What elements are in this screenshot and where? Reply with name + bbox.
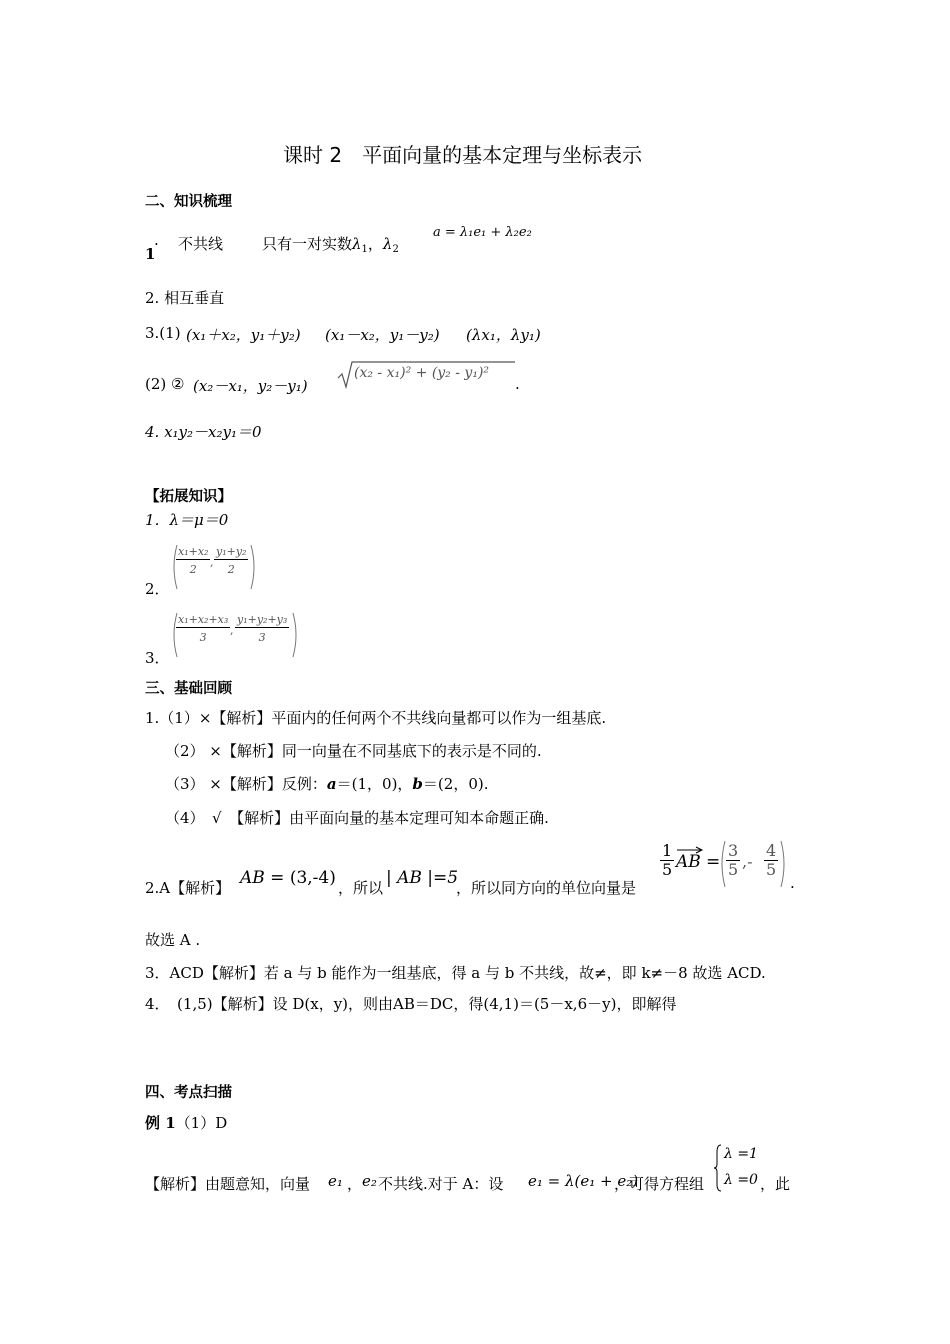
item-3-sum-coords: (x₁＋x₂，y₁＋y₂) — [186, 326, 301, 344]
item-3-prefix: 3.(1) — [145, 324, 181, 342]
example-1-solution-c: ，可得方程组 — [614, 1175, 705, 1193]
item-2-perpendicular: 2. 相互垂直 — [145, 289, 225, 307]
example-1-equation: e₁ = λ(e₁ + e₂) — [528, 1172, 639, 1190]
review-q2-so: ，所以 — [338, 879, 384, 897]
review-q2-unit-vector-text: ，所以同方向的单位向量是 — [456, 879, 637, 897]
example-1-sep: ， — [347, 1175, 363, 1193]
item-4-collinear-condition: 4. x₁y₂－x₂y₁＝0 — [145, 423, 262, 441]
extended-knowledge-heading: 【拓展知识】 — [145, 489, 232, 505]
page-title: 课时 2 平面向量的基本定理与坐标表示 — [283, 143, 643, 167]
item-1-noncollinear: 不共线 — [178, 235, 224, 253]
example-1-answer: 例 1（1）D — [145, 1114, 228, 1132]
item-3-scalar-coords: (λx₁，λy₁) — [466, 326, 541, 344]
vector-e2: e₂ — [362, 1172, 377, 1190]
vector-ab-arrow: AB — [676, 852, 701, 872]
item-3-diff-coords: (x₁－x₂，y₁－y₂) — [325, 326, 440, 344]
review-q3: 3．ACD【解析】若 a 与 b 能作为一组基底，得 a 与 b 不共线，故≠，即 k≠－8 故选 ACD. — [145, 964, 766, 982]
item-3b-prefix: (2) ② — [145, 375, 185, 393]
review-q2-vector-ab: AB = (3,-4) — [240, 868, 336, 888]
review-q2-label: 2.A【解析】 — [145, 879, 231, 897]
item-3b-vector-coords: (x₂－x₁，y₂－y₁) — [193, 377, 308, 395]
ext-item-2-number: 2． — [145, 580, 170, 598]
left-brace-icon — [714, 1144, 722, 1192]
example-1-solution-d: ，此 — [760, 1175, 791, 1193]
section-heading-knowledge: 二、知识梳理 — [145, 194, 232, 210]
section-heading-review: 三、基础回顾 — [145, 681, 232, 697]
right-paren-icon — [250, 544, 258, 590]
item-3b-period: . — [515, 375, 520, 393]
section-heading-exam-points: 四、考点扫描 — [145, 1085, 232, 1101]
right-paren-icon — [780, 840, 788, 888]
item-1-dot: . — [154, 231, 159, 249]
review-q1-2: （2） ×【解析】同一向量在不同基底下的表示是不同的. — [165, 742, 542, 760]
left-paren-icon — [718, 840, 726, 888]
review-q1-3: （3） ×【解析】反例：a＝(1，0)，b＝(2，0). — [165, 775, 489, 793]
item-1-number: 1 — [145, 245, 156, 263]
review-q4: 4． (1,5)【解析】设 D(x，y)，则由AB＝DC，得(4,1)＝(5－x,6－y)，即解得 — [145, 995, 677, 1013]
review-q2-choose: 故选 A . — [145, 931, 201, 949]
ext-item-1: 1．λ＝μ＝0 — [145, 511, 229, 529]
item-1-decomposition-formula: a = λ₁e₁ + λ₂e₂ — [433, 225, 532, 240]
review-q2-magnitude: | AB |=5 — [386, 868, 459, 888]
ext-item-3-number: 3． — [145, 649, 170, 667]
review-q1-4: （4） √ 【解析】由平面向量的基本定理可知本命题正确. — [165, 809, 549, 827]
item-1-unique-pair: 只有一对实数$\lambda_1$，$\lambda_2$ — [262, 235, 399, 255]
example-1-solution-a: 【解析】由题意知，向量 — [145, 1175, 311, 1193]
review-q1-1: 1.（1）×【解析】平面内的任何两个不共线向量都可以作为一组基底. — [145, 709, 607, 727]
example-1-solution-b: 不共线.对于 A：设 — [378, 1175, 504, 1193]
right-paren-icon — [292, 612, 300, 658]
vector-e1: e₁ — [328, 1172, 343, 1190]
